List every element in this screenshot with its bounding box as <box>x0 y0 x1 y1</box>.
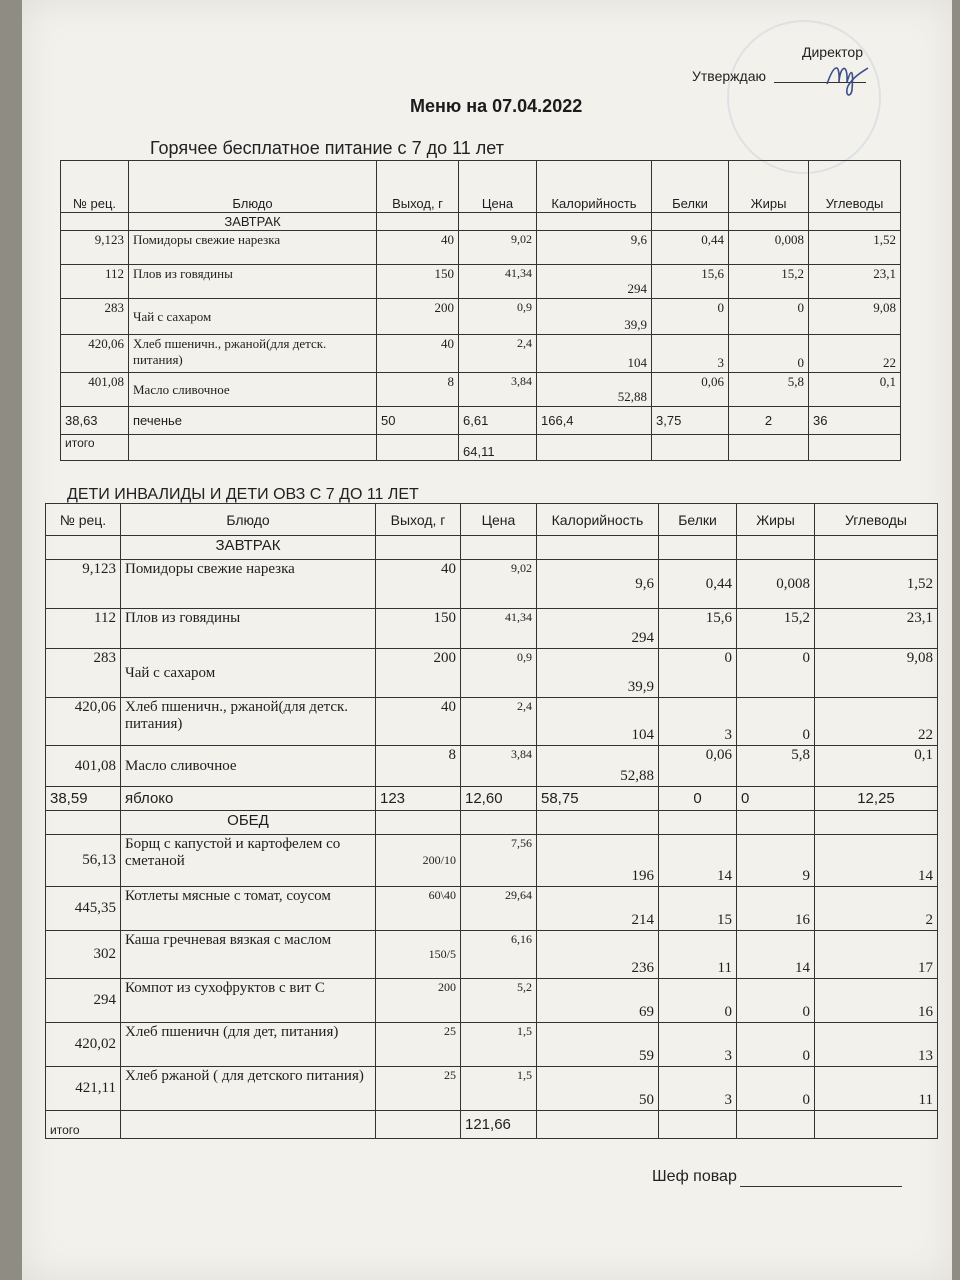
header-rec-no: № рец. <box>61 161 129 213</box>
section-2-title: ДЕТИ ИНВАЛИДЫ И ДЕТИ ОВЗ С 7 ДО 11 ЛЕТ <box>67 486 419 503</box>
section-1-title: Горячее бесплатное питание с 7 до 11 лет <box>150 138 504 158</box>
header-price: Цена <box>459 161 537 213</box>
menu-title: Меню на 07.04.2022 <box>410 96 583 116</box>
director-signature <box>822 52 872 102</box>
table-row: 302 Каша гречневая вязкая с маслом 150/5 6,16 236 11 14 17 <box>46 931 938 979</box>
lunch-label: ОБЕД <box>121 811 376 835</box>
table-row: 420,06 Хлеб пшеничн., ржаной(для детск. питания) 40 2,4 104 3 0 22 <box>61 335 901 373</box>
table-row: 420,02 Хлеб пшеничн (для дет, питания) 25 1,5 59 3 0 13 <box>46 1023 938 1067</box>
table-row: 9,123 Помидоры свежие нарезка 40 9,02 9,6 0,44 0,008 1,52 <box>61 231 901 265</box>
table-row: 112 Плов из говядины 150 41,34 294 15,6 15,2 23,1 <box>61 265 901 299</box>
header-dish: Блюдо <box>129 161 377 213</box>
table-row <box>61 213 901 231</box>
table-row: 38,63 печенье 50 6,61 166,4 3,75 2 36 <box>61 407 901 435</box>
table-row <box>46 811 938 835</box>
table-row: 283 Чай с сахаром 200 0,9 39,9 0 0 9,08 <box>61 299 901 335</box>
table-header <box>61 161 901 213</box>
table-row: 445,35 Котлеты мясные с томат, соусом 60\40 29,64 214 15 16 2 <box>46 887 938 931</box>
table-hot-meals <box>60 160 901 461</box>
table-row: 420,06 Хлеб пшеничн., ржаной(для детск. питания) 40 2,4 104 3 0 22 <box>46 698 938 746</box>
breakfast-label: ЗАВТРАК <box>129 213 377 231</box>
total-row: итого 121,66 <box>46 1111 938 1139</box>
table-row: 294 Компот из сухофруктов с вит С 200 5,2 69 0 0 16 <box>46 979 938 1023</box>
chef-label: Шеф повар <box>652 1168 737 1185</box>
table-header: № рец. Блюдо Выход, г Цена Калорийность Белки Жиры Углеводы <box>46 504 938 536</box>
table-row: 38,59 яблоко 123 12,60 58,75 0 0 12,25 <box>46 787 938 811</box>
header-fat: Жиры <box>729 161 809 213</box>
breakfast-label: ЗАВТРАК <box>121 536 376 560</box>
table-row: 9,123 Помидоры свежие нарезка 40 9,02 9,6 0,44 0,008 1,52 <box>46 560 938 609</box>
table-row: 401,08 Масло сливочное 8 3,84 52,88 0,06 5,8 0,1 <box>61 373 901 407</box>
table-row: 112 Плов из говядины 150 41,34 294 15,6 15,2 23,1 <box>46 609 938 649</box>
table-row: 283 Чай с сахаром 200 0,9 39,9 0 0 9,08 <box>46 649 938 698</box>
table-row: 421,11 Хлеб ржаной ( для детского питания) 25 1,5 50 3 0 11 <box>46 1067 938 1111</box>
header-protein: Белки <box>652 161 729 213</box>
header-yield: Выход, г <box>377 161 459 213</box>
table-row: 56,13 Борщ с капустой и картофелем со сметаной 200/10 7,56 196 14 9 14 <box>46 835 938 887</box>
director-label: Директор <box>802 44 863 60</box>
total-row: итого 64,11 <box>61 435 901 461</box>
table-row <box>46 536 938 560</box>
chef-signature-line <box>740 1186 902 1187</box>
table-row: 401,08 Масло сливочное 8 3,84 52,88 0,06 5,8 0,1 <box>46 746 938 787</box>
approve-label: Утверждаю <box>692 68 766 84</box>
header-carbs: Углеводы <box>809 161 901 213</box>
header-calories: Калорийность <box>537 161 652 213</box>
table-disabled-children <box>45 503 938 1139</box>
